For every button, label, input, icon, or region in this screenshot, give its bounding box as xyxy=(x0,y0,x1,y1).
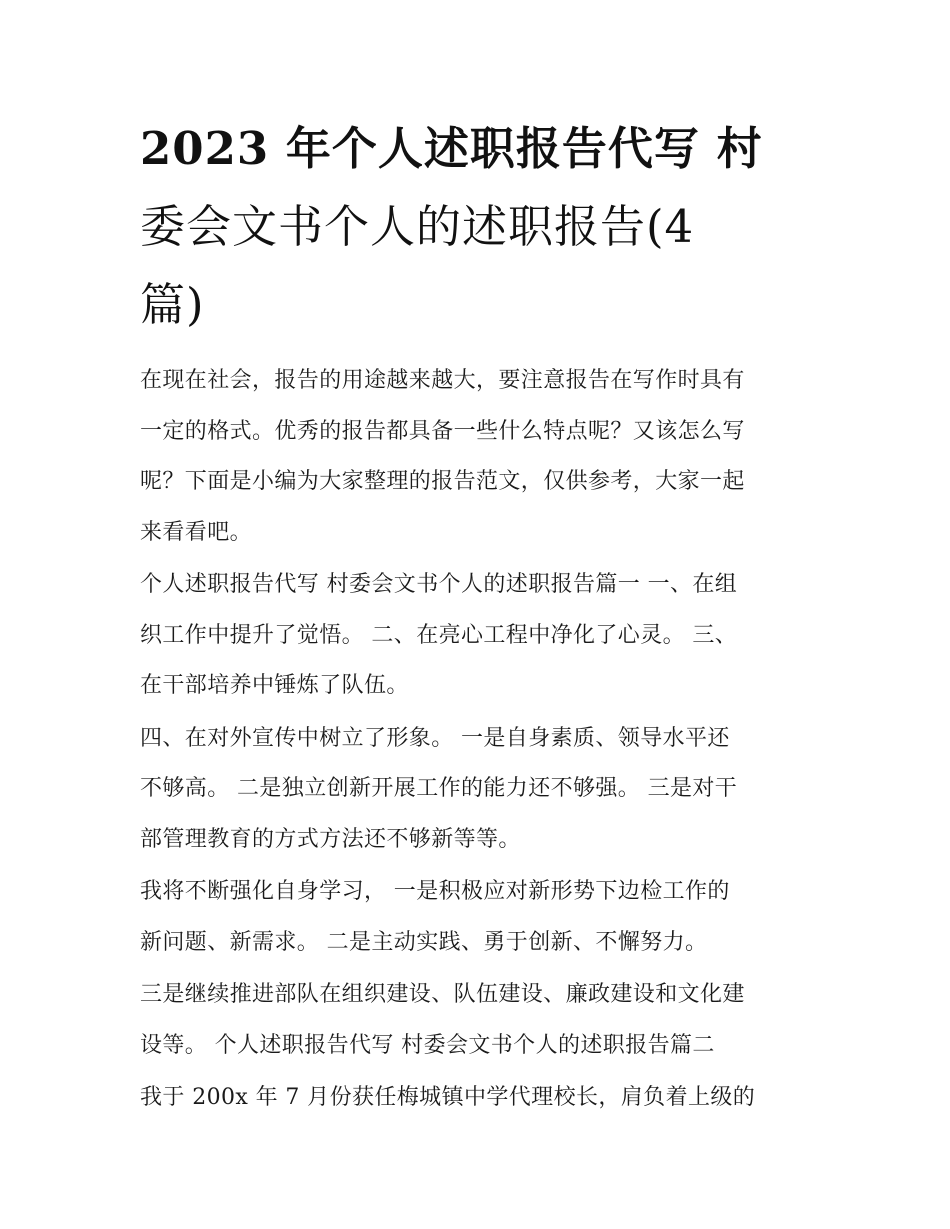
title-line-1: 2023 年个人述职报告代写 村 xyxy=(140,122,763,175)
text-line: 个人述职报告代写 村委会文书个人的述职报告篇一 一、在组 xyxy=(140,572,738,597)
text-line: 不够高。 二是独立创新开展工作的能力还不够强。 三是对干 xyxy=(140,776,738,801)
paragraph-part-two-start xyxy=(140,1073,820,1124)
text-line: 来看看吧。 xyxy=(140,519,253,545)
title-line-3: 篇) xyxy=(140,278,205,331)
paragraph-part-four xyxy=(140,714,820,866)
title-line-2: 委会文书个人的述职报告(4 xyxy=(140,200,695,253)
text-line: 一定的格式。优秀的报告都具备一些什么特点呢？又该怎么写 xyxy=(140,418,745,444)
document-title xyxy=(140,110,820,344)
paragraph-part-one xyxy=(140,560,820,712)
paragraph-self-study xyxy=(140,867,820,968)
text-line: 我将不断强化自身学习， 一是积极应对新形势下边检工作的 xyxy=(140,879,730,904)
text-line: 我于 200x 年 7 月份获任梅城镇中学代理校长，肩负着上级的 xyxy=(140,1085,756,1110)
text-line: 在干部培养中锤炼了队伍。 xyxy=(140,673,409,698)
document-body xyxy=(140,356,820,1126)
text-line: 织工作中提升了觉悟。 二、在亮心工程中净化了心灵。 三、 xyxy=(140,622,738,648)
paragraph-intro xyxy=(140,356,820,558)
paragraph-continue xyxy=(140,970,820,1071)
text-line: 新问题、新需求。 二是主动实践、勇于创新、不懈努力。 xyxy=(140,929,708,955)
text-line: 设等。 个人述职报告代写 村委会文书个人的述职报告篇二 xyxy=(140,1032,715,1058)
text-line: 三是继续推进部队在组织建设、队伍建设、廉政建设和文化建 xyxy=(140,982,745,1007)
text-line: 部管理教育的方式方法还不够新等等。 xyxy=(140,826,521,852)
text-line: 四、在对外宣传中树立了形象。 一是自身素质、领导水平还 xyxy=(140,725,730,751)
text-line: 在现在社会，报告的用途越来越大，要注意报告在写作时具有 xyxy=(140,368,745,393)
text-line: 呢？下面是小编为大家整理的报告范文，仅供参考，大家一起 xyxy=(140,469,745,494)
